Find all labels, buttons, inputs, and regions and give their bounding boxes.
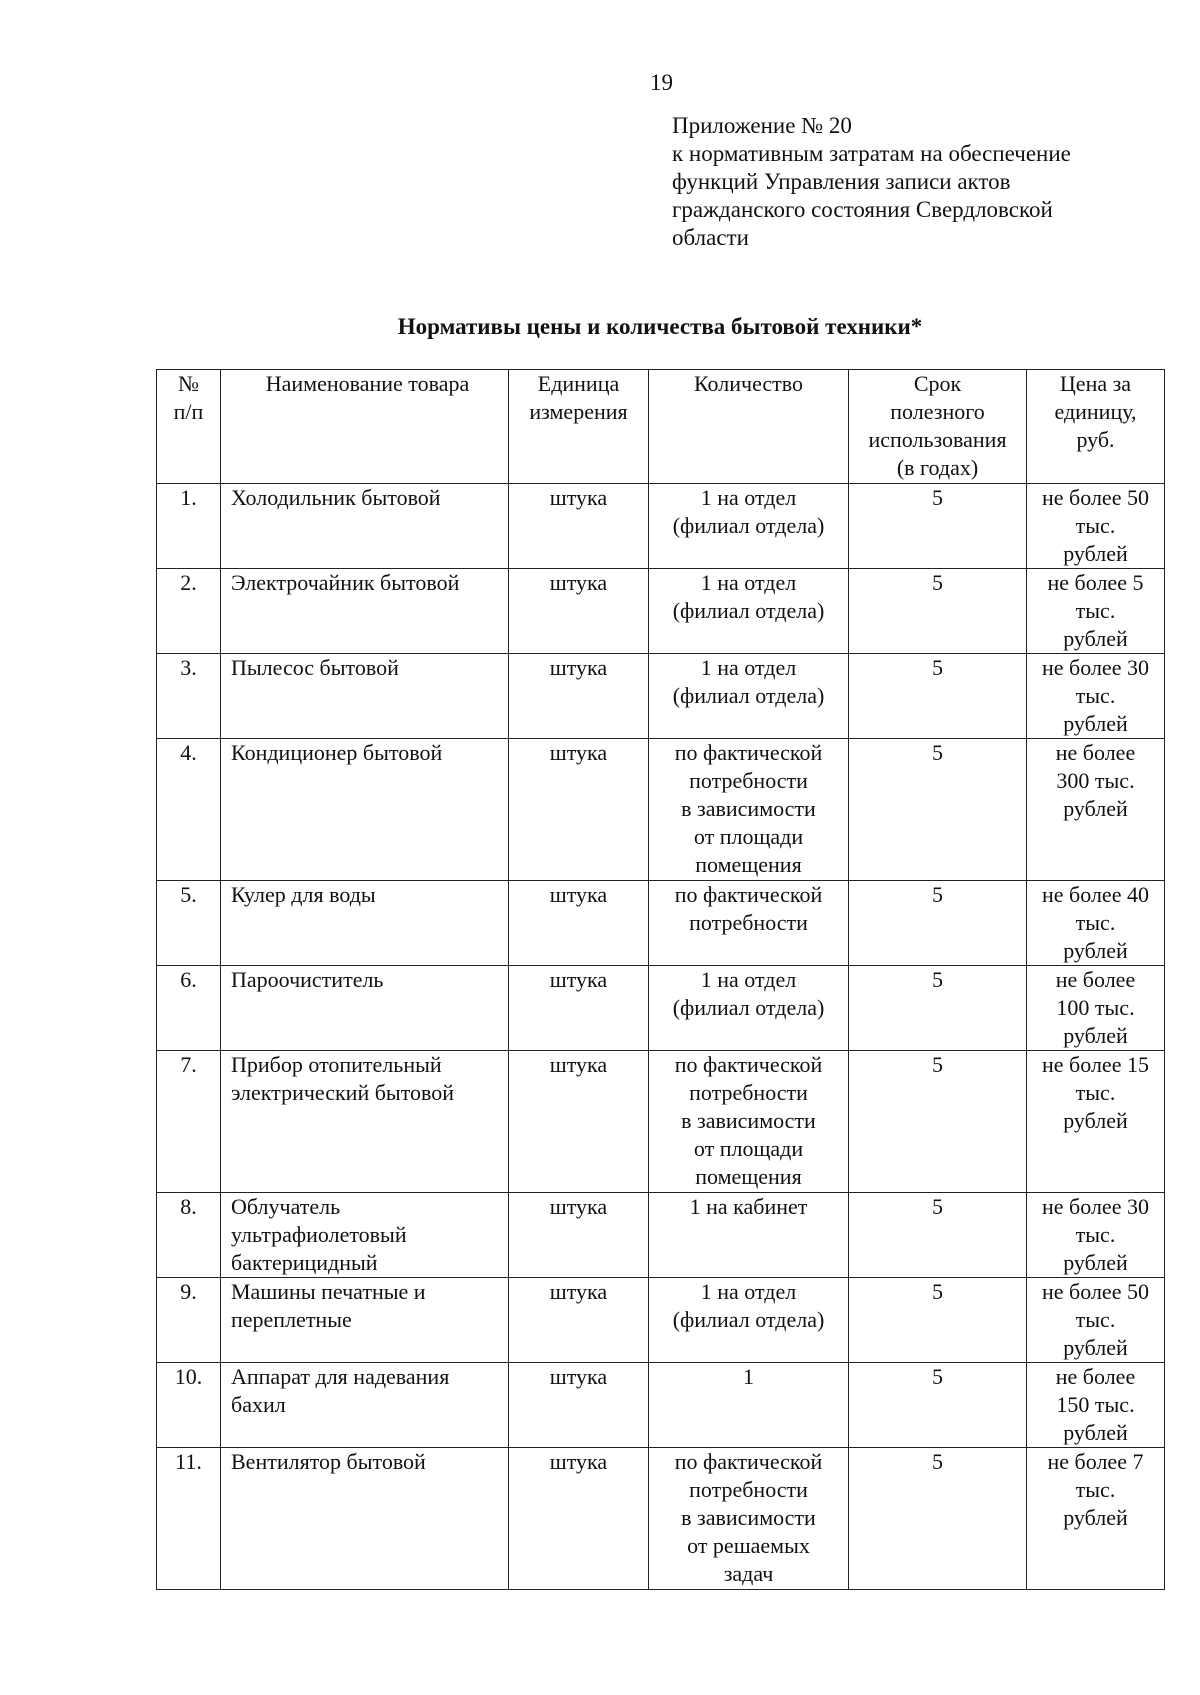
header-product-name [221,370,509,484]
unit-text: штука [549,1052,608,1077]
quantity [649,1363,849,1448]
price-line: не более 15 [1042,1052,1149,1077]
price-line: рублей [1063,938,1128,963]
product-name-line: переплетные [231,1307,352,1332]
price-line: не более 7 [1047,1449,1144,1474]
price-line: рублей [1063,1250,1128,1275]
useful-life-text: 5 [932,967,943,992]
quantity-line: потребности [689,910,808,935]
header-text: Наименование товара [265,371,470,396]
row-number [157,1278,221,1363]
row-number-text: 3. [180,655,197,680]
row-number-text: 1. [180,485,197,510]
price-line: не более [1055,740,1136,765]
table-row [157,569,1165,654]
product-name-line: Машины печатные и [231,1279,426,1304]
quantity-line: потребности [689,1080,808,1105]
quantity-line: помещения [695,1164,802,1189]
table-row [157,1278,1165,1363]
useful-life [849,1193,1027,1278]
useful-life [849,1448,1027,1590]
price-line: не более 30 [1042,1194,1149,1219]
useful-life-text: 5 [932,570,943,595]
unit-of-measure [509,739,649,881]
product-name-line: бахил [231,1392,286,1417]
unit-text: штука [549,485,608,510]
table-row [157,1448,1165,1590]
header-text: полезного [890,399,985,424]
price-line: тыс. [1075,1477,1116,1502]
unit-of-measure [509,1051,649,1193]
price-line: рублей [1063,796,1128,821]
unit-text: штука [549,1279,608,1304]
quantity-line: в зависимости [681,1505,816,1530]
table-row [157,739,1165,881]
price-line: рублей [1063,1023,1128,1048]
unit-of-measure [509,1278,649,1363]
quantity [649,1278,849,1363]
price-line: рублей [1063,1505,1128,1530]
unit-price [1027,484,1165,569]
table-row [157,484,1165,569]
row-number [157,1448,221,1590]
quantity [649,1051,849,1193]
useful-life [849,881,1027,966]
appendix-line: гражданского состояния Свердловской [672,197,1053,222]
unit-of-measure [509,966,649,1051]
quantity [649,966,849,1051]
quantity [649,1193,849,1278]
product-name-line: электрический бытовой [231,1080,455,1105]
price-line: не более 40 [1042,882,1149,907]
product-name-line: Прибор отопительный [231,1052,442,1077]
product-name [221,966,509,1051]
appendix-line: к нормативным затратам на обеспечение [672,141,1071,166]
table-body [157,484,1165,1590]
product-name [221,1278,509,1363]
header-text: измерения [529,399,628,424]
document-title: Нормативы цены и количества бытовой техники* [397,314,923,339]
useful-life-text: 5 [932,740,943,765]
quantity-line: (филиал отдела) [672,995,825,1020]
table-row [157,654,1165,739]
row-number-text: 8. [180,1194,197,1219]
useful-life-text: 5 [932,882,943,907]
quantity-line: по фактической [674,1449,823,1474]
price-line: рублей [1063,626,1128,651]
useful-life [849,1051,1027,1193]
useful-life [849,739,1027,881]
unit-price [1027,1193,1165,1278]
price-line: 150 тыс. [1056,1392,1135,1417]
price-line: 300 тыс. [1056,768,1135,793]
quantity-line: 1 на отдел [700,1279,797,1304]
quantity-line: помещения [695,852,802,877]
product-name-line: Облучатель [231,1194,341,1219]
header-useful-life [849,370,1027,484]
row-number-text: 7. [180,1052,197,1077]
quantity-line: 1 на отдел [700,655,797,680]
product-name-line: Кулер для воды [231,882,376,907]
unit-text: штука [549,570,608,595]
quantity [649,881,849,966]
price-line: не более 50 [1042,485,1149,510]
useful-life [849,654,1027,739]
header-text: единицу, [1054,399,1137,424]
appendix-line: области [672,225,749,250]
product-name-line: Вентилятор бытовой [231,1449,426,1474]
quantity-line: от площади [693,1136,804,1161]
row-number [157,1363,221,1448]
unit-of-measure [509,569,649,654]
price-line: не более 5 [1047,570,1144,595]
quantity-line: задач [723,1561,774,1586]
quantity [649,484,849,569]
price-line: тыс. [1075,1307,1116,1332]
row-number-text: 6. [180,967,197,992]
price-line: тыс. [1075,513,1116,538]
quantity-line: от площади [693,824,804,849]
row-number [157,739,221,881]
header-text: (в годах) [896,455,979,480]
row-number [157,1051,221,1193]
price-line: не более 50 [1042,1279,1149,1304]
unit-price [1027,569,1165,654]
price-line: не более [1055,1364,1136,1389]
header-row [157,370,1165,484]
table-row [157,966,1165,1051]
unit-of-measure [509,484,649,569]
quantity [649,654,849,739]
header-text: № [178,371,199,396]
quantity-line: 1 [743,1364,754,1389]
quantity-line: (филиал отдела) [672,1307,825,1332]
price-line: рублей [1063,1420,1128,1445]
header-text: Единица [537,371,620,396]
quantity-line: 1 на отдел [700,967,797,992]
price-line: не более 30 [1042,655,1149,680]
row-number [157,966,221,1051]
product-name [221,739,509,881]
useful-life-text: 5 [932,485,943,510]
row-number [157,569,221,654]
price-line: рублей [1063,541,1128,566]
price-line: тыс. [1075,683,1116,708]
useful-life [849,484,1027,569]
appendix-line: Приложение № 20 [672,113,852,138]
quantity-line: (филиал отдела) [672,683,825,708]
unit-text: штука [549,1194,608,1219]
product-name [221,881,509,966]
quantity-line: по фактической [674,882,823,907]
useful-life-text: 5 [932,1194,943,1219]
useful-life-text: 5 [932,1364,943,1389]
row-number-text: 4. [180,740,197,765]
row-number-text: 5. [180,882,197,907]
quantity-line: 1 на отдел [700,570,797,595]
unit-of-measure [509,1193,649,1278]
header-text: Цена за [1059,371,1132,396]
quantity-line: по фактической [674,1052,823,1077]
product-name-line: Кондиционер бытовой [231,740,443,765]
product-name-line: бактерицидный [231,1250,378,1275]
price-line: тыс. [1075,1222,1116,1247]
useful-life-text: 5 [932,1052,943,1077]
quantity [649,739,849,881]
product-name-line: Электрочайник бытовой [231,570,460,595]
row-number [157,484,221,569]
table-header [157,370,1165,484]
price-line: не более [1055,967,1136,992]
unit-text: штука [549,1449,608,1474]
header-text: использования [868,427,1007,452]
unit-price [1027,881,1165,966]
appendix-line: функций Управления записи актов [672,169,1011,194]
quantity-line: потребности [689,768,808,793]
unit-of-measure [509,1448,649,1590]
product-name-line: ультрафиолетовый [231,1222,407,1247]
useful-life-text: 5 [932,655,943,680]
price-line: тыс. [1075,910,1116,935]
quantity-line: (филиал отдела) [672,513,825,538]
product-name [221,1193,509,1278]
norms-table [156,369,1165,1590]
header-unit [509,370,649,484]
unit-price [1027,1051,1165,1193]
unit-text: штука [549,882,608,907]
quantity-line: потребности [689,1477,808,1502]
table-row [157,1363,1165,1448]
useful-life [849,966,1027,1051]
useful-life [849,1363,1027,1448]
unit-of-measure [509,654,649,739]
unit-price [1027,966,1165,1051]
useful-life [849,1278,1027,1363]
quantity-line: 1 на отдел [700,485,797,510]
row-number [157,1193,221,1278]
header-number [157,370,221,484]
product-name [221,569,509,654]
product-name [221,654,509,739]
header-text: Срок [913,371,962,396]
header-unit-price [1027,370,1165,484]
price-line: тыс. [1075,598,1116,623]
useful-life [849,569,1027,654]
product-name [221,1051,509,1193]
useful-life-text: 5 [932,1449,943,1474]
quantity-line: в зависимости [681,1108,816,1133]
quantity-line: от решаемых [687,1533,810,1558]
price-line: тыс. [1075,1080,1116,1105]
price-line: 100 тыс. [1056,995,1135,1020]
row-number-text: 11. [175,1449,202,1474]
unit-text: штука [549,967,608,992]
product-name-line: Аппарат для надевания [231,1364,450,1389]
appendix-reference [672,112,1142,252]
page-number: 19 [650,70,673,95]
useful-life-text: 5 [932,1279,943,1304]
quantity [649,569,849,654]
product-name [221,1448,509,1590]
row-number [157,654,221,739]
price-line: рублей [1063,1335,1128,1360]
header-text: руб. [1076,427,1115,452]
quantity-line: в зависимости [681,796,816,821]
product-name [221,484,509,569]
unit-of-measure [509,1363,649,1448]
unit-price [1027,739,1165,881]
row-number-text: 10. [174,1364,203,1389]
table-row [157,1051,1165,1193]
unit-price [1027,1448,1165,1590]
unit-price [1027,1278,1165,1363]
unit-price [1027,1363,1165,1448]
product-name-line: Пароочиститель [231,967,384,992]
unit-price [1027,654,1165,739]
unit-text: штука [549,1364,608,1389]
header-text: п/п [173,399,204,424]
product-name-line: Пылесос бытовой [231,655,399,680]
unit-text: штука [549,740,608,765]
unit-text: штука [549,655,608,680]
header-text: Количество [693,371,804,396]
price-line: рублей [1063,1108,1128,1133]
table-row [157,881,1165,966]
quantity [649,1448,849,1590]
unit-of-measure [509,881,649,966]
quantity-line: по фактической [674,740,823,765]
product-name-line: Холодильник бытовой [231,485,441,510]
quantity-line: (филиал отдела) [672,598,825,623]
row-number-text: 2. [180,570,197,595]
row-number [157,881,221,966]
price-line: рублей [1063,711,1128,736]
row-number-text: 9. [180,1279,197,1304]
product-name [221,1363,509,1448]
table-row [157,1193,1165,1278]
quantity-line: 1 на кабинет [689,1194,808,1219]
header-quantity [649,370,849,484]
